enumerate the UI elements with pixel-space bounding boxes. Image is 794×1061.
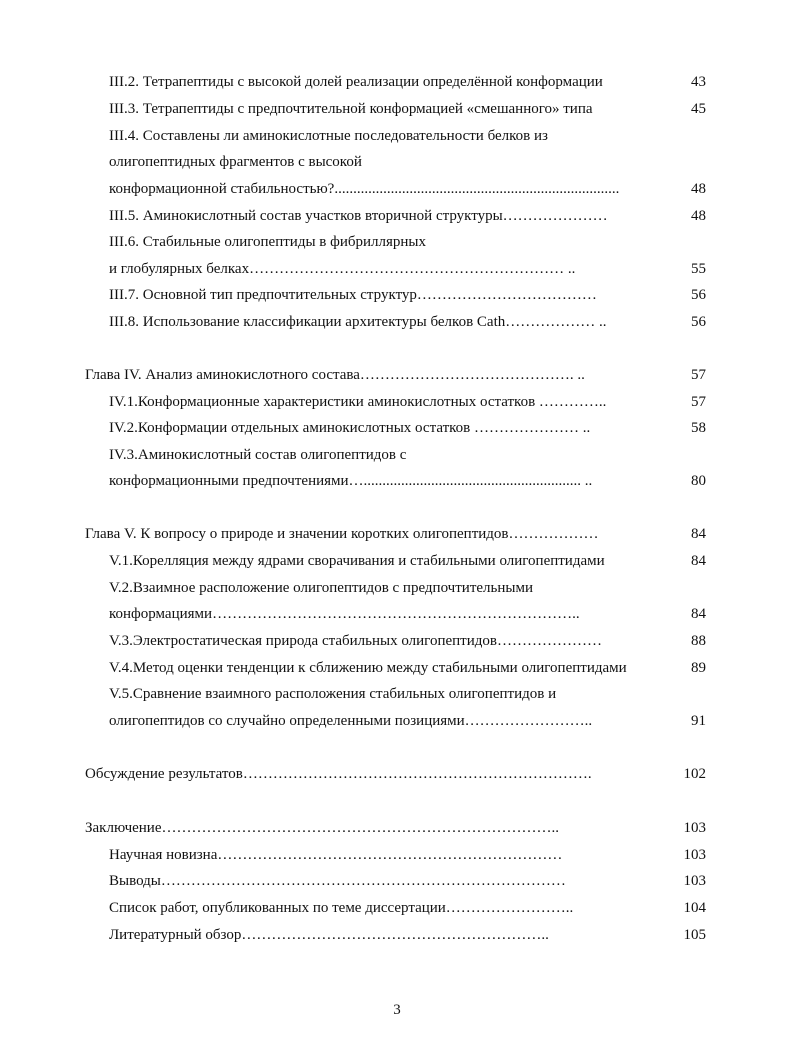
toc-entry-page: 89 (691, 660, 706, 676)
toc-chapter-title: Обсуждение результатов……………………………………………………………. (85, 766, 592, 782)
toc-entry-page: 84 (691, 553, 706, 569)
toc-entry-page: 103 (683, 847, 706, 863)
toc-entry-page: 88 (691, 633, 706, 649)
toc-entry-text: V.3.Электростатическая природа стабильных олигопептидов………………… (109, 633, 602, 649)
toc-entry-page: 56 (691, 287, 706, 303)
toc-entry-text: Литературный обзор…………………………………………………….. (109, 927, 549, 943)
toc-entry-page: 91 (691, 713, 706, 729)
toc-entry-text: V.2.Взаимное расположение олигопептидов с предпочтительными (109, 580, 533, 596)
toc-entry-text: V.4.Метод оценки тенденции к сближению между стабильными олигопептидами (109, 660, 627, 676)
toc-entry-page: 104 (683, 900, 706, 916)
toc-entry-text: III.7. Основной тип предпочтительных структур……………………………… (109, 287, 597, 303)
toc-entry-page: 58 (691, 420, 706, 436)
toc-entry-page: 84 (691, 526, 706, 542)
toc-entry-text: олигопептидных фрагментов с высокой (109, 154, 362, 170)
toc-entry-page: 103 (683, 820, 706, 836)
toc-entry-text: III.3. Тетрапептиды с предпочтительной конформацией «смешанного» типа (109, 101, 593, 117)
toc-entry-text: конформациями……………………………………………………………….. (109, 606, 580, 622)
toc-chapter-title: Глава IV. Анализ аминокислотного состава……………………………………. .. (85, 367, 585, 383)
toc-entry-text: III.8. Использование классификации архитектуры белков Cath……………… .. (109, 314, 607, 330)
toc-entry-page: 84 (691, 606, 706, 622)
toc-entry-text: III.4. Составлены ли аминокислотные последовательности белков из (109, 128, 548, 144)
toc-entry-page: 102 (683, 766, 706, 782)
toc-entry-text: и глобулярных белках……………………………………………………… .. (109, 261, 576, 277)
toc-entry-text: V.1.Корелляция между ядрами сворачивания и стабильными олигопептидами (109, 553, 605, 569)
toc-entry-text: конформационной стабильностью?............................................................................ (109, 181, 620, 197)
toc-entry-text: Список работ, опубликованных по теме диссертации…………………….. (109, 900, 574, 916)
toc-entry-page: 55 (691, 261, 706, 277)
toc-entry-page: 57 (691, 367, 706, 383)
toc-entry-text: IV.3.Аминокислотный состав олигопептидов с (109, 447, 407, 463)
toc-entry-page: 56 (691, 314, 706, 330)
page-number: 3 (393, 1002, 401, 1018)
toc-entry-page: 105 (683, 927, 706, 943)
toc-entry-text: III.6. Стабильные олигопептиды в фибриллярных (109, 234, 426, 250)
toc-entry-page: 103 (683, 873, 706, 889)
toc-entry-page: 45 (691, 101, 706, 117)
toc-entry-text: III.5. Аминокислотный состав участков вторичной структуры………………… (109, 208, 608, 224)
toc-entry-text: III.2. Тетрапептиды с высокой долей реализации определённой конформации (109, 74, 603, 90)
toc-entry-page: 48 (691, 208, 706, 224)
toc-entry-text: Научная новизна…………………………………………………………… (109, 847, 563, 863)
toc-chapter-title: Глава V. К вопросу о природе и значении коротких олигопептидов……………… (85, 526, 599, 542)
toc-entry-page: 57 (691, 394, 706, 410)
toc-entry-text: конформационными предпочтениями….......................................................... .. (109, 473, 593, 489)
toc-entry-text: IV.1.Конформационные характеристики аминокислотных остатков ………….. (109, 394, 607, 410)
toc-entry-page: 80 (691, 473, 706, 489)
toc-chapter-title: Заключение…………………………………………………………………….. (85, 820, 559, 836)
toc-entry-text: V.5.Сравнение взаимного расположения стабильных олигопептидов и (109, 686, 557, 702)
toc-entry-text: Выводы……………………………………………………………………… (109, 873, 566, 889)
toc-entry-text: IV.2.Конформации отдельных аминокислотных остатков ………………… .. (109, 420, 591, 436)
toc-entry-page: 43 (691, 74, 706, 90)
toc-entry-text: олигопептидов со случайно определенными позициями…………………….. (109, 713, 593, 729)
toc-entry-page: 48 (691, 181, 706, 197)
